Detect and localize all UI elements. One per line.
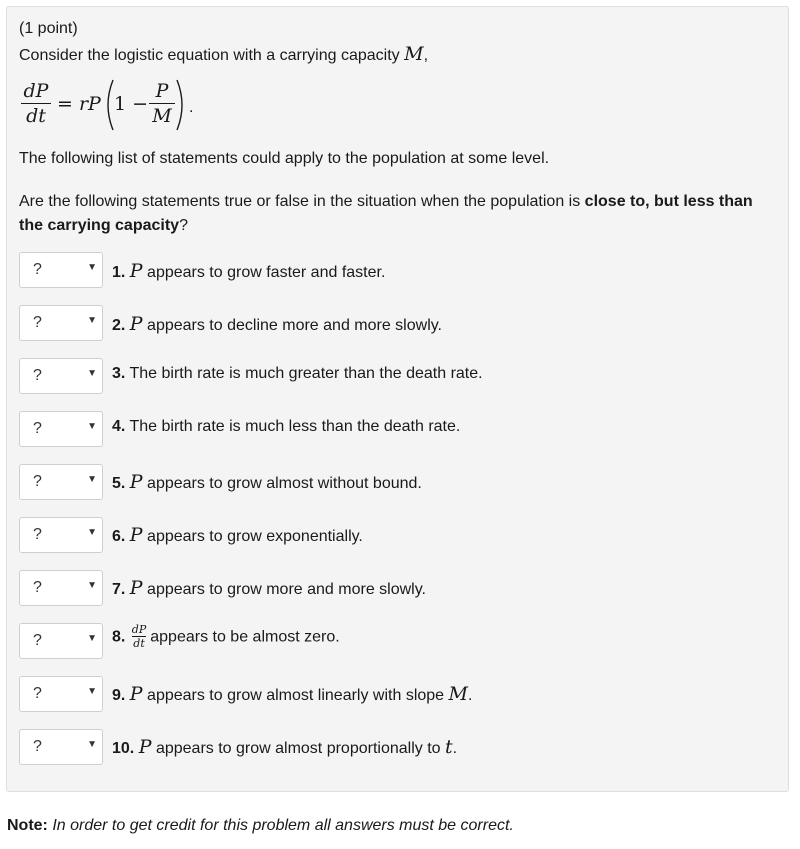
- note-text: In order to get credit for this problem all answers must be correct.: [52, 817, 514, 834]
- statement-number: 4.: [112, 418, 126, 435]
- answer-select-1[interactable]: [19, 252, 103, 288]
- answer-value: ?: [33, 685, 42, 702]
- statement-text: The birth rate is much greater than the death rate.: [125, 365, 483, 382]
- statement-number: 7.: [112, 581, 126, 598]
- statement-text: appears to grow almost linearly with slope: [142, 687, 449, 704]
- answer-select-4[interactable]: [19, 411, 103, 447]
- dp-dt-fraction: [21, 81, 51, 126]
- eq-lhs-num: dP: [23, 80, 49, 102]
- answer-value: ?: [33, 579, 42, 596]
- question-suffix: ?: [179, 217, 188, 234]
- chevron-down-icon: ▼: [87, 368, 97, 379]
- statement-number: 9.: [112, 687, 126, 704]
- chevron-down-icon: ▼: [87, 262, 97, 273]
- var-p: P: [129, 524, 143, 546]
- chevron-down-icon: ▼: [87, 421, 97, 432]
- chevron-down-icon: ▼: [87, 315, 97, 326]
- statement-10: [112, 736, 457, 758]
- eq-rhs-den: M: [152, 105, 172, 128]
- dp-dt-small-fraction: [132, 624, 146, 649]
- statement-text: appears to grow almost without bound.: [142, 475, 422, 492]
- var-t: t: [444, 736, 453, 758]
- statement-number: 5.: [112, 475, 126, 492]
- answer-value: ?: [33, 420, 42, 437]
- var-m: M: [448, 683, 468, 705]
- statement-text: appears to be almost zero.: [150, 628, 340, 646]
- answer-select-10[interactable]: [19, 729, 103, 765]
- answer-select-6[interactable]: [19, 517, 103, 553]
- var-p: P: [129, 577, 143, 599]
- statement-9: [112, 683, 472, 705]
- statement-3: [112, 365, 483, 383]
- answer-value: ?: [33, 526, 42, 543]
- statement-text: appears to grow almost proportionally to: [151, 740, 445, 757]
- question-bold-1: close to, but less than: [584, 193, 753, 210]
- statement-number: 1.: [112, 264, 126, 281]
- left-paren: [101, 79, 115, 131]
- statement-tail: .: [452, 740, 458, 757]
- frac-num: dP: [131, 623, 147, 636]
- answer-value: ?: [33, 632, 42, 649]
- answer-select-3[interactable]: [19, 358, 103, 394]
- statement-number: 3.: [112, 365, 126, 382]
- statement-number: 10.: [112, 740, 135, 757]
- statement-text: appears to decline more and more slowly.: [142, 317, 442, 334]
- answer-value: ?: [33, 367, 42, 384]
- intro-suffix: ,: [423, 47, 429, 64]
- var-p: P: [138, 736, 152, 758]
- var-p: P: [129, 683, 143, 705]
- chevron-down-icon: ▼: [87, 739, 97, 750]
- question-bold-2: the carrying capacity: [19, 217, 180, 234]
- list-note: The following list of statements could apply to the population at some level.: [19, 150, 550, 167]
- statement-text: appears to grow exponentially.: [142, 528, 363, 545]
- statement-4: [112, 418, 460, 436]
- problem-intro: [19, 43, 428, 65]
- chevron-down-icon: ▼: [87, 474, 97, 485]
- chevron-down-icon: ▼: [87, 633, 97, 644]
- eq-lhs-den: dt: [26, 105, 46, 128]
- statement-text: appears to grow more and more slowly.: [142, 581, 426, 598]
- eq-period: .: [189, 99, 194, 116]
- right-paren: [175, 79, 189, 131]
- answer-select-9[interactable]: [19, 676, 103, 712]
- var-p: P: [129, 471, 143, 493]
- answer-select-7[interactable]: [19, 570, 103, 606]
- chevron-down-icon: ▼: [87, 580, 97, 591]
- answer-value: ?: [33, 261, 42, 278]
- statement-5: [112, 471, 422, 493]
- answer-value: ?: [33, 738, 42, 755]
- question-prefix: Are the following statements true or false in the situation when the population is: [19, 193, 585, 210]
- problem-box: [6, 6, 789, 792]
- statement-6: [112, 524, 363, 546]
- statement-7: [112, 577, 426, 599]
- eq-rhs-num: P: [155, 80, 169, 102]
- problem-points: (1 point): [19, 20, 78, 37]
- statement-number: 6.: [112, 528, 126, 545]
- answer-select-8[interactable]: [19, 623, 103, 659]
- var-p: P: [129, 313, 143, 335]
- statement-number: 8.: [112, 628, 126, 646]
- answer-select-2[interactable]: [19, 305, 103, 341]
- statement-text: The birth rate is much less than the death rate.: [125, 418, 461, 435]
- answer-value: ?: [33, 473, 42, 490]
- p-over-m-fraction: [149, 81, 175, 126]
- statement-tail: .: [467, 687, 473, 704]
- intro-text: Consider the logistic equation with a carrying capacity: [19, 47, 405, 64]
- eq-rp: = rP: [57, 93, 101, 115]
- question-text: [19, 190, 784, 238]
- answer-select-5[interactable]: [19, 464, 103, 500]
- var-p: P: [129, 260, 143, 282]
- note-label: Note:: [7, 817, 48, 834]
- eq-one-minus: 1 −: [114, 93, 149, 115]
- statement-2: [112, 313, 442, 335]
- statement-number: 2.: [112, 317, 126, 334]
- frac-den: dt: [133, 637, 145, 650]
- chevron-down-icon: ▼: [87, 527, 97, 538]
- answer-value: ?: [33, 314, 42, 331]
- statement-8: [112, 625, 340, 650]
- credit-note: [7, 817, 514, 835]
- statement-1: [112, 260, 385, 282]
- chevron-down-icon: ▼: [87, 686, 97, 697]
- intro-var-m: M: [404, 43, 424, 65]
- statement-text: appears to grow faster and faster.: [142, 264, 386, 281]
